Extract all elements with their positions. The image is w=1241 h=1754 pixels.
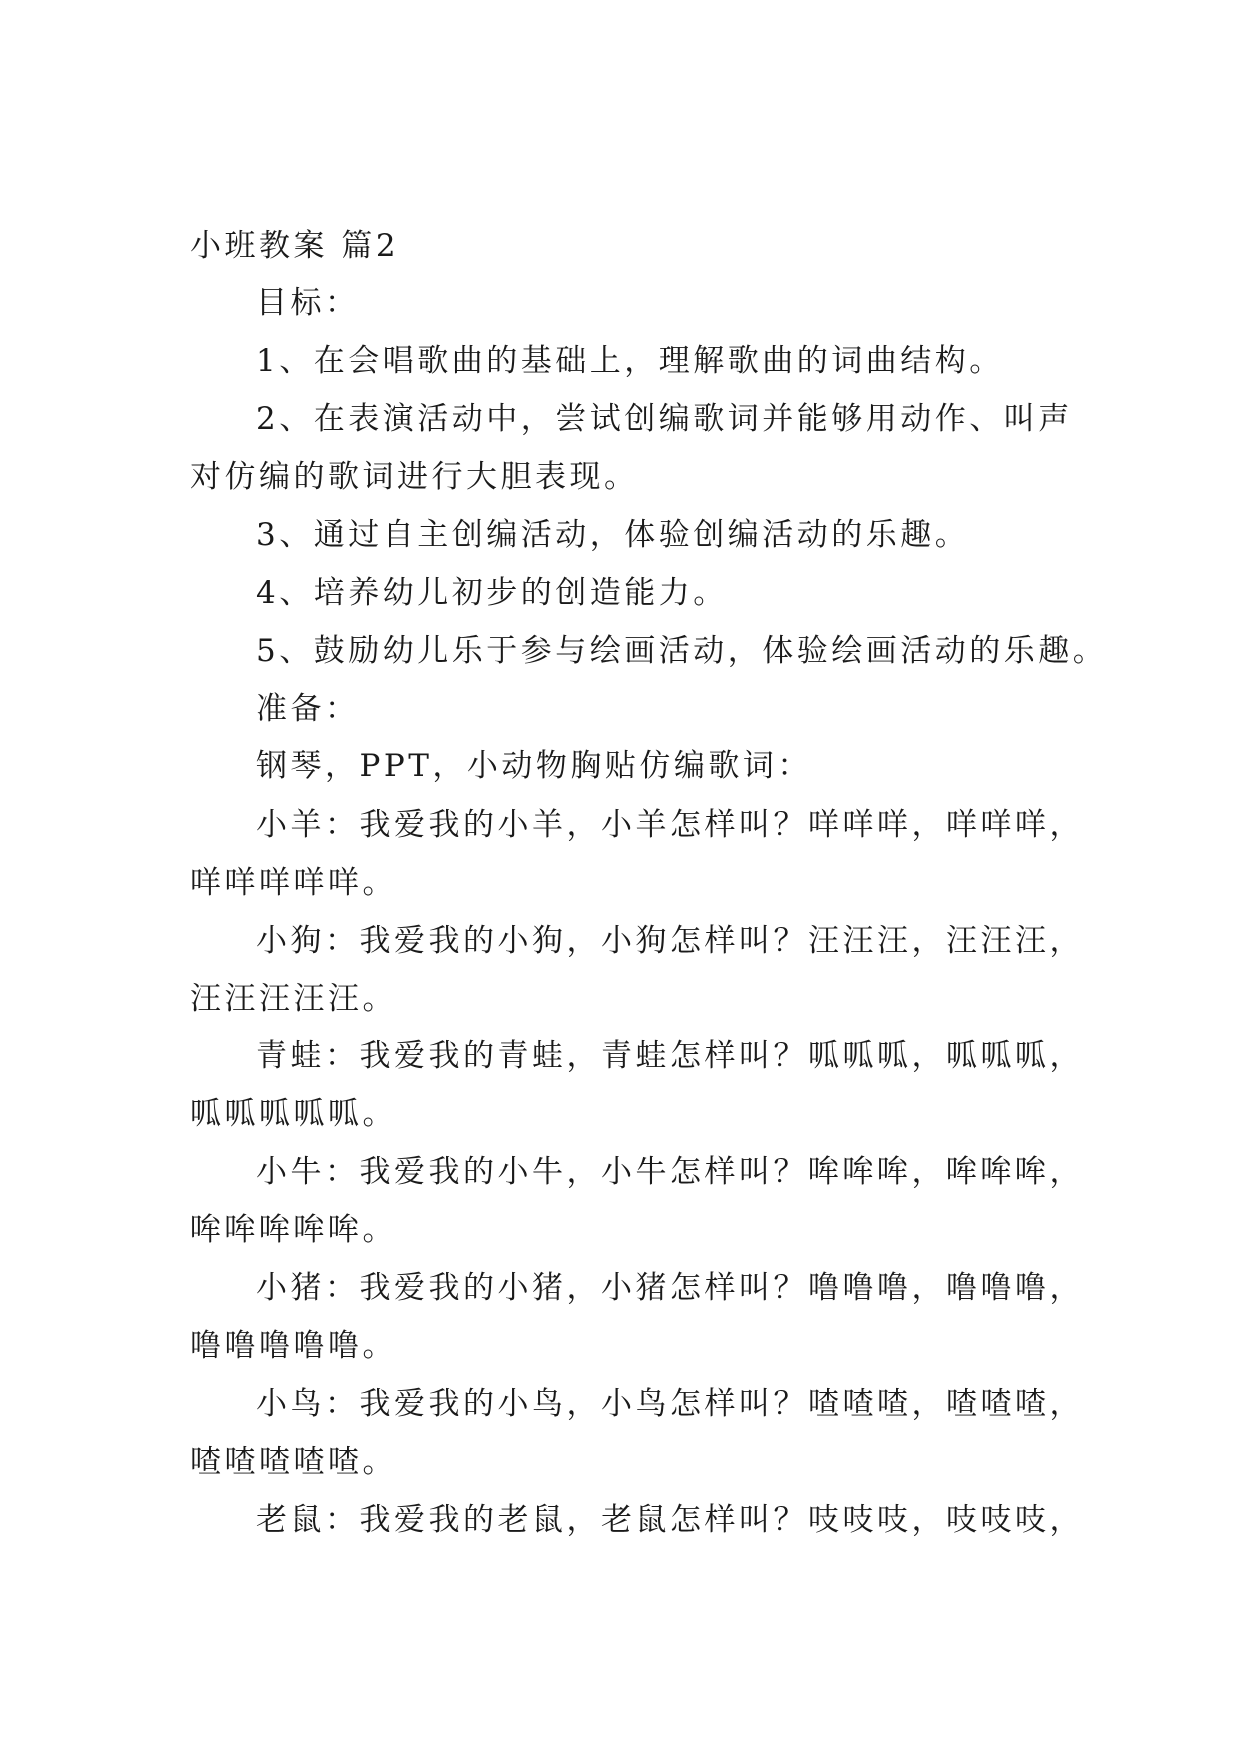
paragraph-line: 青蛙：我爱我的青蛙，青蛙怎样叫？呱呱呱，呱呱呱，: [256, 1038, 1084, 1074]
paragraph-line: 小猪：我爱我的小猪，小猪怎样叫？噜噜噜，噜噜噜，: [256, 1270, 1084, 1306]
paragraph-line: 对仿编的歌词进行大胆表现。: [190, 459, 639, 495]
paragraph-line: 2、在表演活动中，尝试创编歌词并能够用动作、叫声: [256, 401, 1073, 437]
paragraph-line: 3、通过自主创编活动，体验创编活动的乐趣。: [256, 517, 970, 553]
paragraph-line: 4、培养幼儿初步的创造能力。: [256, 575, 728, 611]
paragraph-line: 1、在会唱歌曲的基础上，理解歌曲的词曲结构。: [256, 343, 1004, 379]
paragraph-line: 小牛：我爱我的小牛，小牛怎样叫？哞哞哞，哞哞哞，: [256, 1154, 1084, 1190]
paragraph-line: 老鼠：我爱我的老鼠，老鼠怎样叫？吱吱吱，吱吱吱，: [256, 1502, 1084, 1538]
paragraph-line: 小鸟：我爱我的小鸟，小鸟怎样叫？喳喳喳，喳喳喳，: [256, 1386, 1084, 1422]
paragraph-line: 钢琴，PPT，小动物胸贴仿编歌词：: [256, 748, 812, 784]
section-label-goals: 目标：: [256, 285, 360, 321]
paragraph-line: 呱呱呱呱呱。: [190, 1096, 397, 1132]
paragraph-line: 哞哞哞哞哞。: [190, 1212, 397, 1248]
paragraph-line: 小羊：我爱我的小羊，小羊怎样叫？咩咩咩，咩咩咩，: [256, 807, 1084, 843]
paragraph-line: 汪汪汪汪汪。: [190, 981, 397, 1017]
document-heading: 小班教案 篇2: [190, 228, 400, 264]
paragraph-line: 5、鼓励幼儿乐于参与绘画活动，体验绘画活动的乐趣。: [256, 633, 1108, 669]
paragraph-line: 噜噜噜噜噜。: [190, 1328, 397, 1364]
paragraph-line: 咩咩咩咩咩。: [190, 865, 397, 901]
paragraph-line: 小狗：我爱我的小狗，小狗怎样叫？汪汪汪，汪汪汪，: [256, 923, 1084, 959]
section-label-preparation: 准备：: [256, 691, 360, 727]
paragraph-line: 喳喳喳喳喳。: [190, 1444, 397, 1480]
